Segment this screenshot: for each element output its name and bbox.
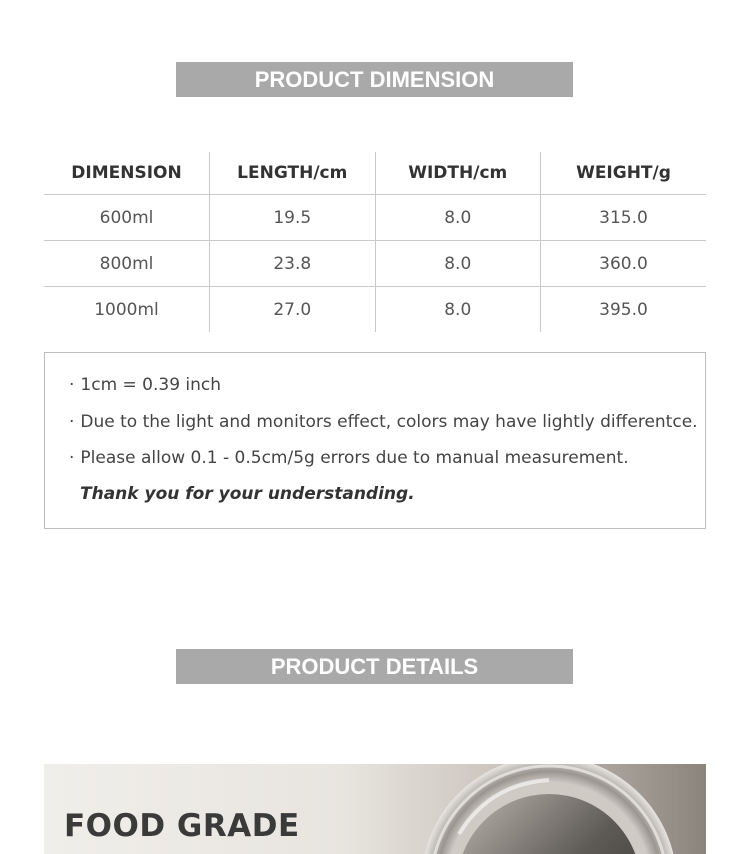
cell-length: 19.5 (210, 195, 376, 241)
cell-weight: 315.0 (541, 195, 707, 241)
bullet-icon: · (69, 448, 75, 468)
table-row (44, 241, 706, 287)
note-text: Due to the light and monitors effect, colors may have lightly differentce. (80, 412, 698, 432)
notes-box (44, 352, 706, 529)
dimension-table (44, 152, 706, 332)
cell-weight: 395.0 (541, 287, 707, 333)
note-item (69, 412, 698, 432)
note-item (69, 375, 221, 395)
header-length: LENGTH/cm (210, 152, 376, 195)
table-row (44, 195, 706, 241)
header-width: WIDTH/cm (375, 152, 541, 195)
cell-length: 27.0 (210, 287, 376, 333)
cell-dimension: 1000ml (94, 299, 159, 320)
note-item (69, 448, 629, 468)
food-grade-title: FOOD GRADE (64, 808, 300, 844)
note-text: 1cm = 0.39 inch (80, 375, 222, 395)
table-header-row (44, 152, 706, 195)
food-grade-image (44, 764, 706, 854)
cell-dimension: 600ml (44, 195, 210, 241)
cell-width: 8.0 (375, 287, 541, 333)
bullet-icon: · (69, 375, 75, 395)
cell-width: 8.0 (375, 195, 541, 241)
stainless-cup-illustration (399, 764, 706, 854)
note-text: Please allow 0.1 - 0.5cm/5g errors due to manual measurement. (80, 448, 629, 468)
table-row (44, 287, 706, 333)
cell-width: 8.0 (375, 241, 541, 287)
header-dimension: DIMENSION (44, 152, 210, 195)
product-dimension-banner: PRODUCT DIMENSION (176, 62, 573, 97)
thanks-note: Thank you for your understanding. (80, 484, 415, 504)
product-details-banner: PRODUCT DETAILS (176, 649, 573, 684)
bullet-icon: · (69, 412, 75, 432)
cell-dimension: 800ml (44, 241, 210, 287)
cell-weight: 360.0 (541, 241, 707, 287)
header-weight: WEIGHT/g (541, 152, 707, 195)
cell-length: 23.8 (210, 241, 376, 287)
